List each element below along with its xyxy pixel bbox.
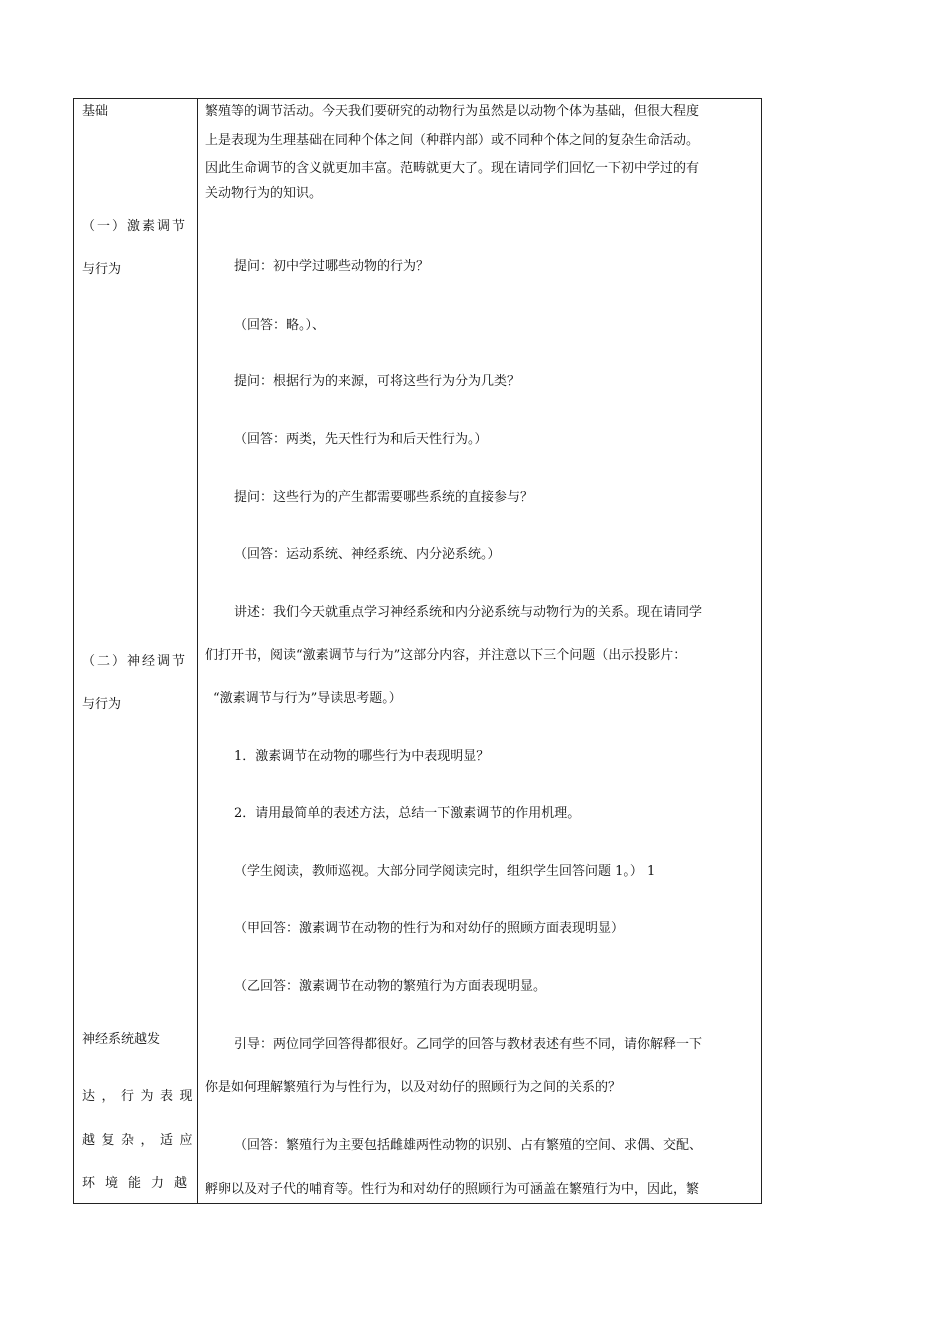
body-line: （回答：两类，先天性行为和后天性行为。） bbox=[234, 432, 488, 447]
body-line: 2．请用最简单的表述方法，总结一下激素调节的作用机理。 bbox=[234, 806, 581, 821]
body-line: 关动物行为的知识。 bbox=[205, 186, 323, 201]
left-cell-text: 基础 bbox=[82, 104, 109, 119]
body-line: 提问：初中学过哪些动物的行为？ bbox=[234, 259, 430, 274]
body-line: 提问：根据行为的来源，可将这些行为分为几类？ bbox=[234, 374, 521, 389]
body-line: （甲回答：激素调节在动物的性行为和对幼仔的照顾方面表现明显） bbox=[234, 921, 625, 936]
column-divider bbox=[197, 98, 198, 1204]
body-line: 孵卵以及对子代的哺育等。性行为和对幼仔的照顾行为可涵盖在繁殖行为中，因此，繁 bbox=[205, 1182, 700, 1197]
body-line: 繁殖等的调节活动。今天我们要研究的动物行为虽然是以动物个体为基础，但很大程度 bbox=[205, 104, 700, 119]
body-line: 们打开书，阅读“激素调节与行为”这部分内容，并注意以下三个问题（出示投影片： bbox=[205, 648, 687, 663]
left-cell-text: 环境能力越 bbox=[82, 1176, 198, 1191]
left-cell-text: 与行为 bbox=[82, 697, 122, 712]
left-cell-text: 神经系统越发 bbox=[82, 1032, 161, 1047]
body-line: “激素调节与行为”导读思考题。） bbox=[213, 691, 402, 706]
body-line: 1．激素调节在动物的哪些行为中表现明显？ bbox=[234, 749, 490, 764]
body-line: 你是如何理解繁殖行为与性行为，以及对幼仔的照顾行为之间的关系的？ bbox=[205, 1080, 622, 1095]
body-line: 提问：这些行为的产生都需要哪些系统的直接参与？ bbox=[234, 490, 534, 505]
left-cell-text: 与行为 bbox=[82, 262, 122, 277]
body-line: （回答：运动系统、神经系统、内分泌系统。） bbox=[234, 547, 501, 562]
left-cell-text: 达，行为表现 bbox=[82, 1089, 200, 1104]
left-cell-text: 越复杂，适应 bbox=[82, 1133, 200, 1148]
body-line: 讲述：我们今天就重点学习神经系统和内分泌系统与动物行为的关系。现在请同学 bbox=[234, 605, 703, 620]
left-cell-text: （二）神经调节 bbox=[82, 654, 188, 669]
left-cell-text: （一）激素调节 bbox=[82, 219, 188, 234]
body-line: （回答：繁殖行为主要包括雌雄两性动物的识别、占有繁殖的空间、求偶、交配、 bbox=[234, 1138, 703, 1153]
body-line: 因此生命调节的含义就更加丰富。范畴就更大了。现在请同学们回忆一下初中学过的有 bbox=[205, 161, 700, 176]
body-line: （学生阅读，教师巡视。大部分同学阅读完时，组织学生回答问题 1。） 1 bbox=[234, 864, 656, 879]
body-line: （回答：略。）、 bbox=[234, 318, 326, 333]
body-line: 上是表现为生理基础在同种个体之间（种群内部）或不同种个体之间的复杂生命活动。 bbox=[205, 133, 700, 148]
body-line: 引导：两位同学回答得都很好。乙同学的回答与教材表述有些不同，请你解释一下 bbox=[234, 1037, 703, 1052]
body-line: （乙回答：激素调节在动物的繁殖行为方面表现明显。 bbox=[234, 979, 547, 994]
